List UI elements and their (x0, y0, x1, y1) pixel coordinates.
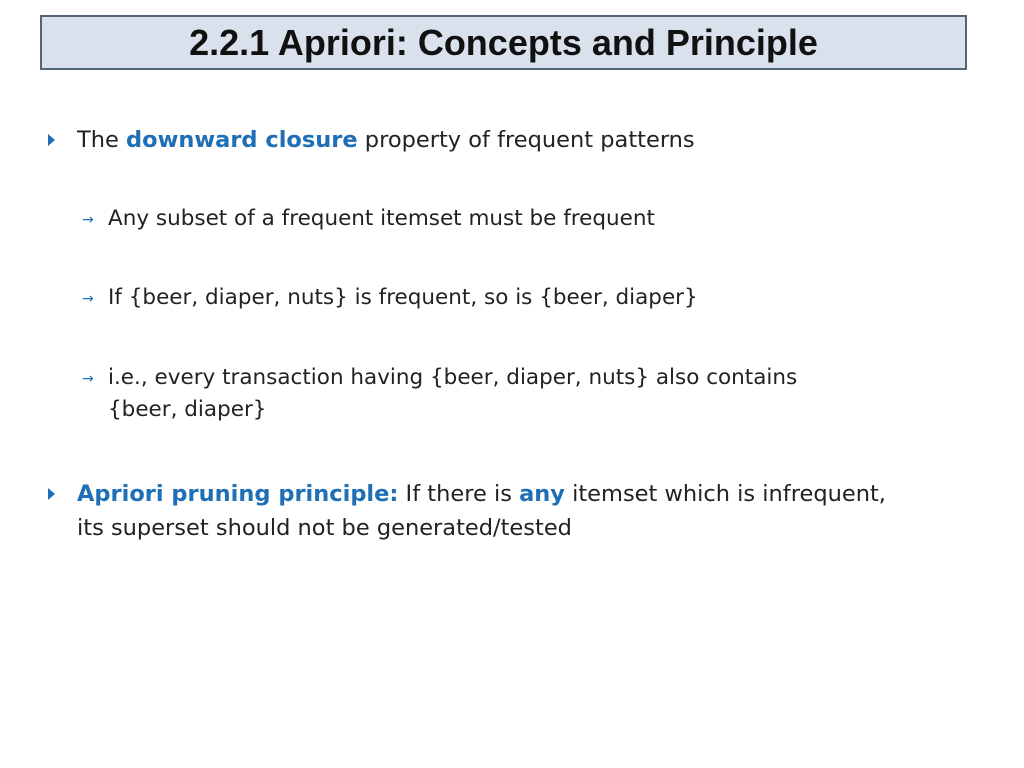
arrow-right-icon: → (82, 371, 94, 387)
sub3-line2-text: {beer, diaper} (108, 397, 267, 422)
bullet1-highlight: downward closure (126, 127, 358, 153)
sub1-text: Any subset of a frequent itemset must be frequent (108, 206, 655, 231)
bullet2-mid: If there is (398, 481, 520, 507)
sub-bullet-ie-line2 (108, 394, 266, 426)
bullet1-prefix: The (77, 127, 126, 153)
bullet-pruning-principle (77, 478, 886, 510)
sub2-text: If {beer, diaper, nuts} is frequent, so is {beer, diaper} (108, 285, 698, 310)
bullet1-suffix: property of frequent patterns (357, 127, 695, 153)
bullet2-line2: its superset should not be generated/tested (77, 515, 572, 541)
sub-bullet-subset (108, 203, 655, 235)
sub3-line1-text: i.e., every transaction having {beer, diaper, nuts} also contains (108, 365, 798, 390)
sub-bullet-ie-line1 (108, 362, 797, 394)
arrow-right-icon: → (82, 212, 94, 228)
sub-bullet-example (108, 282, 698, 314)
triangle-right-icon (48, 488, 55, 500)
bullet2-suffix: itemset which is infrequent, (564, 481, 886, 507)
bullet-downward-closure (77, 124, 695, 156)
slide-title: 2.2.1 Apriori: Concepts and Principle (189, 21, 818, 63)
bullet2-emphasis: any (519, 481, 565, 507)
triangle-right-icon (48, 134, 55, 146)
bullet2-highlight: Apriori pruning principle: (77, 481, 399, 507)
arrow-right-icon: → (82, 291, 94, 307)
bullet-pruning-principle-line2 (77, 512, 572, 544)
